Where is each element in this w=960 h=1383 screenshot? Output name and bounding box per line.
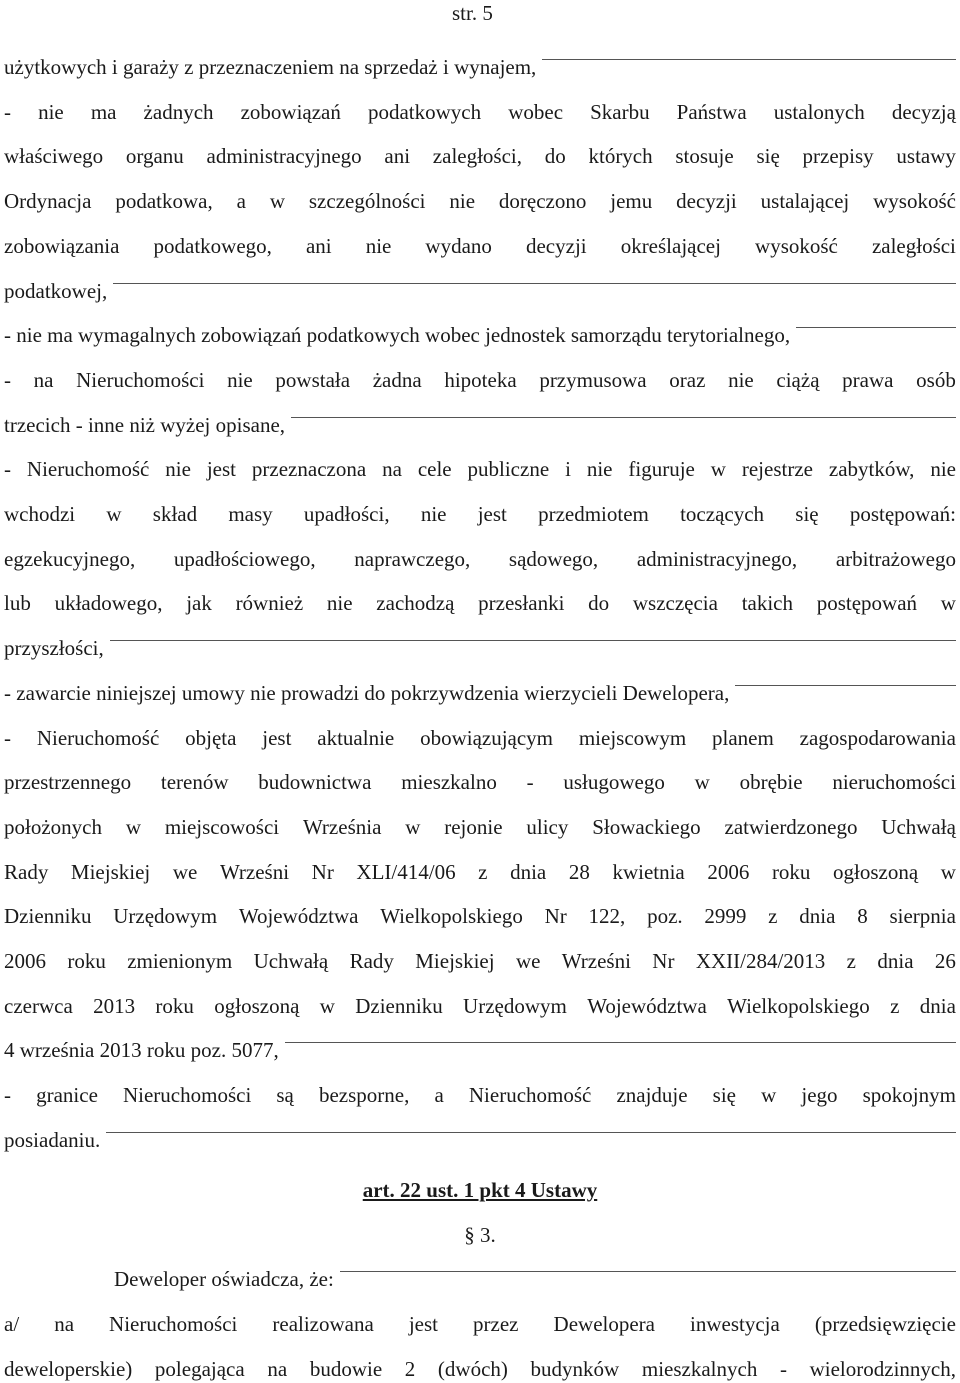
word: inwestycja: [690, 1312, 780, 1336]
fill-rule: [735, 685, 956, 686]
word: w: [694, 770, 710, 795]
word: nie: [165, 457, 191, 482]
word: w: [940, 591, 956, 616]
word: upadłości,: [303, 502, 390, 526]
word: nie: [326, 591, 353, 616]
word: nie: [227, 367, 253, 392]
line-text: trzecich - inne niż wyżej opisane,: [4, 412, 286, 437]
word: spokojnym: [862, 1083, 956, 1108]
word: a/: [4, 1312, 20, 1336]
word: decyzją: [891, 99, 956, 124]
word: do: [544, 144, 566, 169]
word: Nr: [311, 859, 334, 884]
word: Uchwałą: [253, 949, 329, 973]
word: planem: [712, 725, 774, 750]
text-line: [4, 679, 956, 707]
word: Ordynacja: [4, 189, 92, 214]
word: zachodzą: [376, 591, 455, 616]
word: się: [712, 1083, 736, 1108]
word: roku: [771, 859, 811, 884]
text-line: [4, 1036, 956, 1064]
line-text: 4 września 2013 roku poz. 5077,: [4, 1038, 279, 1063]
word: usługowego: [563, 770, 665, 795]
word: (przedsięwzięcie: [814, 1312, 956, 1336]
fill-rule: [285, 1042, 956, 1043]
text-line: [4, 947, 956, 975]
word: ustalającej: [760, 189, 850, 214]
word: a: [434, 1083, 444, 1108]
word: aktualnie: [317, 725, 395, 750]
section-mark: [0, 1221, 960, 1249]
text-line: [4, 545, 956, 573]
word: wobec: [508, 99, 564, 124]
word: naprawczego,: [354, 546, 471, 571]
word: prawa: [842, 367, 894, 392]
word: Nieruchomość: [468, 1083, 592, 1108]
text-line: [4, 321, 956, 349]
word: z: [478, 859, 488, 884]
word: objęta: [185, 725, 237, 750]
word: w: [405, 814, 421, 839]
word: Miejskiej: [70, 859, 151, 884]
line-text: przyszłości,: [4, 636, 104, 661]
word: jest: [408, 1312, 439, 1336]
word: wszczęcia: [632, 591, 718, 616]
word: we: [515, 949, 541, 973]
word: hipoteka: [444, 367, 517, 392]
word: postępowań:: [849, 502, 956, 526]
word: się: [756, 144, 780, 169]
word: dnia: [877, 949, 914, 973]
word: organu: [125, 144, 184, 169]
word: budownictwa: [258, 770, 372, 795]
line-text: - nie ma wymagalnych zobowiązań podatkowych wobec jednostek samorządu terytorialnego,: [4, 323, 791, 348]
word: miejscowości: [164, 814, 280, 839]
word: nie: [449, 189, 476, 214]
word: przymusowa: [539, 367, 647, 392]
word: znajduje: [616, 1083, 688, 1108]
word: administracyjnego,: [636, 546, 798, 571]
word: wysokość: [755, 233, 838, 258]
fill-rule: [340, 1271, 956, 1272]
word: Województwa: [238, 904, 359, 929]
word: decyzji: [676, 189, 737, 214]
declaration-text: Deweloper oświadcza, że:: [114, 1267, 334, 1291]
word: Wielkopolskiego: [727, 993, 870, 1018]
word: nie: [930, 457, 956, 482]
word: Wrześni: [561, 949, 631, 973]
word: upadłościowego,: [173, 546, 316, 571]
word: z: [846, 949, 856, 973]
word: Województwa: [587, 993, 707, 1018]
word: -: [4, 725, 11, 750]
word: żadnych: [143, 99, 214, 124]
fill-rule: [110, 640, 956, 641]
word: toczących: [680, 502, 765, 526]
word: -: [4, 367, 11, 392]
word: kwietnia: [612, 859, 685, 884]
text-line: [4, 902, 956, 930]
word: cele: [417, 457, 452, 482]
word: Słowackiego: [592, 814, 701, 839]
word: podatkowego,: [153, 233, 272, 258]
word: miejscowym: [578, 725, 687, 750]
word: wysokość: [873, 189, 956, 214]
word: jest: [262, 725, 292, 750]
word: ustalonych: [773, 99, 865, 124]
word: Rady: [4, 859, 49, 884]
text-line: [4, 768, 956, 796]
word: sierpnia: [889, 904, 956, 929]
word: na: [382, 457, 402, 482]
word: ustawy: [896, 144, 956, 169]
word: -: [4, 457, 11, 482]
word: rejestrze: [741, 457, 813, 482]
word: przestrzennego: [4, 770, 132, 795]
word: ani: [384, 144, 411, 169]
word: w: [761, 1083, 777, 1108]
fill-rule: [113, 283, 956, 284]
word: na: [267, 1356, 288, 1381]
text-line: [4, 53, 956, 81]
word: egzekucyjnego,: [4, 546, 136, 571]
word: Września: [302, 814, 382, 839]
text-line: [4, 1081, 956, 1109]
word: przeznaczona: [251, 457, 367, 482]
word: zobowiązań: [240, 99, 341, 124]
word: zabytków,: [828, 457, 915, 482]
fill-rule: [796, 327, 956, 328]
fill-rule: [291, 417, 956, 418]
word: zatwierdzonego: [724, 814, 858, 839]
word: Nr: [652, 949, 675, 973]
word: podatkowych: [367, 99, 482, 124]
text-line: [4, 500, 956, 528]
word: rejonie: [444, 814, 503, 839]
word: przez: [473, 1312, 519, 1336]
word: jest: [206, 457, 237, 482]
word: Uchwałą: [881, 814, 956, 839]
word: -: [779, 1356, 787, 1381]
word: się: [795, 502, 819, 526]
word: do: [588, 591, 610, 616]
word: przesłanki: [478, 591, 565, 616]
word: w: [125, 814, 141, 839]
word: Nieruchomość: [36, 725, 160, 750]
word: dnia: [510, 859, 547, 884]
word: Dzienniku: [4, 904, 92, 929]
text-line: [4, 455, 956, 483]
word: roku: [67, 949, 106, 973]
word: na: [33, 367, 54, 392]
word: Miejskiej: [415, 949, 495, 973]
word: publiczne: [467, 457, 550, 482]
word: na: [54, 1312, 75, 1336]
word: zmienionym: [127, 949, 233, 973]
word: położonych: [4, 814, 102, 839]
word: terenów: [160, 770, 229, 795]
word: Rady: [349, 949, 394, 973]
word: -: [526, 770, 534, 795]
page-number: str. 5: [452, 1, 493, 25]
word: -: [4, 99, 11, 124]
word: w: [269, 189, 285, 214]
text-line: [4, 1355, 956, 1383]
word: ma: [90, 99, 117, 124]
text-line: [4, 992, 956, 1020]
word: granice: [36, 1083, 98, 1108]
word: Skarbu: [590, 99, 650, 124]
word: jak: [186, 591, 212, 616]
word: 2: [404, 1356, 416, 1381]
word: nieruchomości: [832, 770, 956, 795]
word: ogłoszoną: [833, 859, 919, 884]
word: Nieruchomości: [76, 367, 205, 392]
word: Nr: [544, 904, 567, 929]
word: nie: [38, 99, 64, 124]
word: takich: [741, 591, 793, 616]
word: właściwego: [4, 144, 104, 169]
word: zagospodarowania: [799, 725, 956, 750]
word: osób: [916, 367, 956, 392]
text-line: [4, 1126, 956, 1154]
word: Wielkopolskiego: [380, 904, 523, 929]
word: realizowana: [272, 1312, 374, 1336]
word: ciążą: [776, 367, 820, 392]
word: układowego,: [54, 591, 163, 616]
word: 2013: [93, 993, 136, 1018]
word: jego: [801, 1083, 838, 1108]
word: Dzienniku: [355, 993, 443, 1018]
word: -: [4, 1083, 11, 1108]
declaration-line: [114, 1265, 956, 1293]
word: Urzędowym: [463, 993, 567, 1018]
word: z: [890, 993, 900, 1018]
word: oraz: [669, 367, 706, 392]
text-line: [4, 589, 956, 617]
word: (dwóch): [437, 1356, 508, 1381]
word: 26: [934, 949, 956, 973]
line-text: podatkowej,: [4, 278, 108, 303]
word: których: [588, 144, 653, 169]
word: obowiązującym: [420, 725, 554, 750]
line-text: użytkowych i garaży z przeznaczeniem na sprzedaż i wynajem,: [4, 55, 537, 79]
word: powstała: [275, 367, 351, 392]
word: mieszkalnych: [641, 1356, 758, 1381]
word: w: [940, 859, 956, 884]
word: wydano: [425, 233, 492, 258]
word: postępowań: [816, 591, 918, 616]
word: 28: [568, 859, 590, 884]
word: Nieruchomość: [26, 457, 150, 482]
word: w: [319, 993, 335, 1018]
text-line: [4, 277, 956, 305]
text-line: [4, 858, 956, 886]
word: deweloperskie): [4, 1356, 133, 1381]
word: 2999: [704, 904, 747, 929]
word: masy: [228, 502, 273, 526]
word: sądowego,: [508, 546, 599, 571]
word: zaległości,: [432, 144, 523, 169]
word: wchodzi: [4, 502, 76, 526]
word: 8: [857, 904, 868, 929]
text-line: [4, 724, 956, 752]
word: również: [235, 591, 304, 616]
word: 2006: [707, 859, 750, 884]
word: czerwca: [4, 993, 73, 1018]
word: nie: [420, 502, 447, 526]
word: 122,: [588, 904, 626, 929]
word: XLI/414/06: [356, 859, 456, 884]
word: stosuje: [675, 144, 734, 169]
text-line: [4, 411, 956, 439]
line-text: posiadaniu.: [4, 1127, 101, 1152]
word: nie: [728, 367, 754, 392]
text-line: [4, 1310, 956, 1338]
word: w: [710, 457, 726, 482]
word: jemu: [610, 189, 653, 214]
word: zaległości: [871, 233, 956, 258]
word: wielorodzinnych,: [809, 1356, 956, 1381]
word: w: [106, 502, 122, 526]
word: bezsporne,: [318, 1083, 410, 1108]
word: ani: [305, 233, 332, 258]
word: budowie: [309, 1356, 383, 1381]
word: a: [236, 189, 246, 214]
word: decyzji: [525, 233, 587, 258]
word: nie: [586, 457, 613, 482]
word: podatkowa,: [115, 189, 213, 214]
word: zobowiązania: [4, 233, 120, 258]
word: Nieruchomości: [109, 1312, 238, 1336]
word: jest: [477, 502, 507, 526]
word: polegająca: [154, 1356, 245, 1381]
word: dnia: [799, 904, 836, 929]
word: mieszkalno: [401, 770, 497, 795]
article-heading-text: art. 22 ust. 1 pkt 4 Ustawy: [362, 1178, 598, 1202]
fill-rule: [106, 1132, 956, 1133]
word: ogłoszoną: [214, 993, 300, 1018]
word: Państwa: [676, 99, 747, 124]
word: we: [172, 859, 198, 884]
word: przepisy: [802, 144, 874, 169]
word: są: [276, 1083, 294, 1108]
word: przedmiotem: [538, 502, 649, 526]
section-mark-text: § 3.: [464, 1223, 496, 1247]
article-heading: [0, 1176, 960, 1204]
word: administracyjnego: [206, 144, 362, 169]
word: lub: [4, 591, 31, 616]
text-line: [4, 813, 956, 841]
fill-rule: [542, 59, 956, 60]
text-line: [4, 366, 956, 394]
text-line: [4, 142, 956, 170]
text-line: [4, 98, 956, 126]
word: Wrześni: [219, 859, 290, 884]
word: Urzędowym: [113, 904, 218, 929]
word: doręczono: [498, 189, 587, 214]
word: i: [565, 457, 571, 482]
word: XXII/284/2013: [695, 949, 826, 973]
word: z: [768, 904, 778, 929]
word: nie: [365, 233, 392, 258]
word: Dewelopera: [553, 1312, 655, 1336]
text-line: [4, 232, 956, 260]
line-text: - zawarcie niniejszej umowy nie prowadzi do pokrzywdzenia wierzycieli Dewelopera,: [4, 680, 730, 705]
word: dnia: [919, 993, 956, 1018]
word: żadna: [372, 367, 422, 392]
word: szczególności: [308, 189, 426, 214]
word: skład: [152, 502, 198, 526]
word: roku: [155, 993, 194, 1018]
word: Nieruchomości: [122, 1083, 252, 1108]
word: arbitrażowego: [835, 546, 956, 571]
word: obrębie: [739, 770, 803, 795]
word: budynków: [530, 1356, 620, 1381]
word: określającej: [620, 233, 721, 258]
word: 2006: [4, 949, 46, 973]
word: poz.: [647, 904, 683, 929]
text-line: [4, 187, 956, 215]
word: figuruje: [628, 457, 695, 482]
word: ulicy: [526, 814, 569, 839]
text-line: [4, 634, 956, 662]
